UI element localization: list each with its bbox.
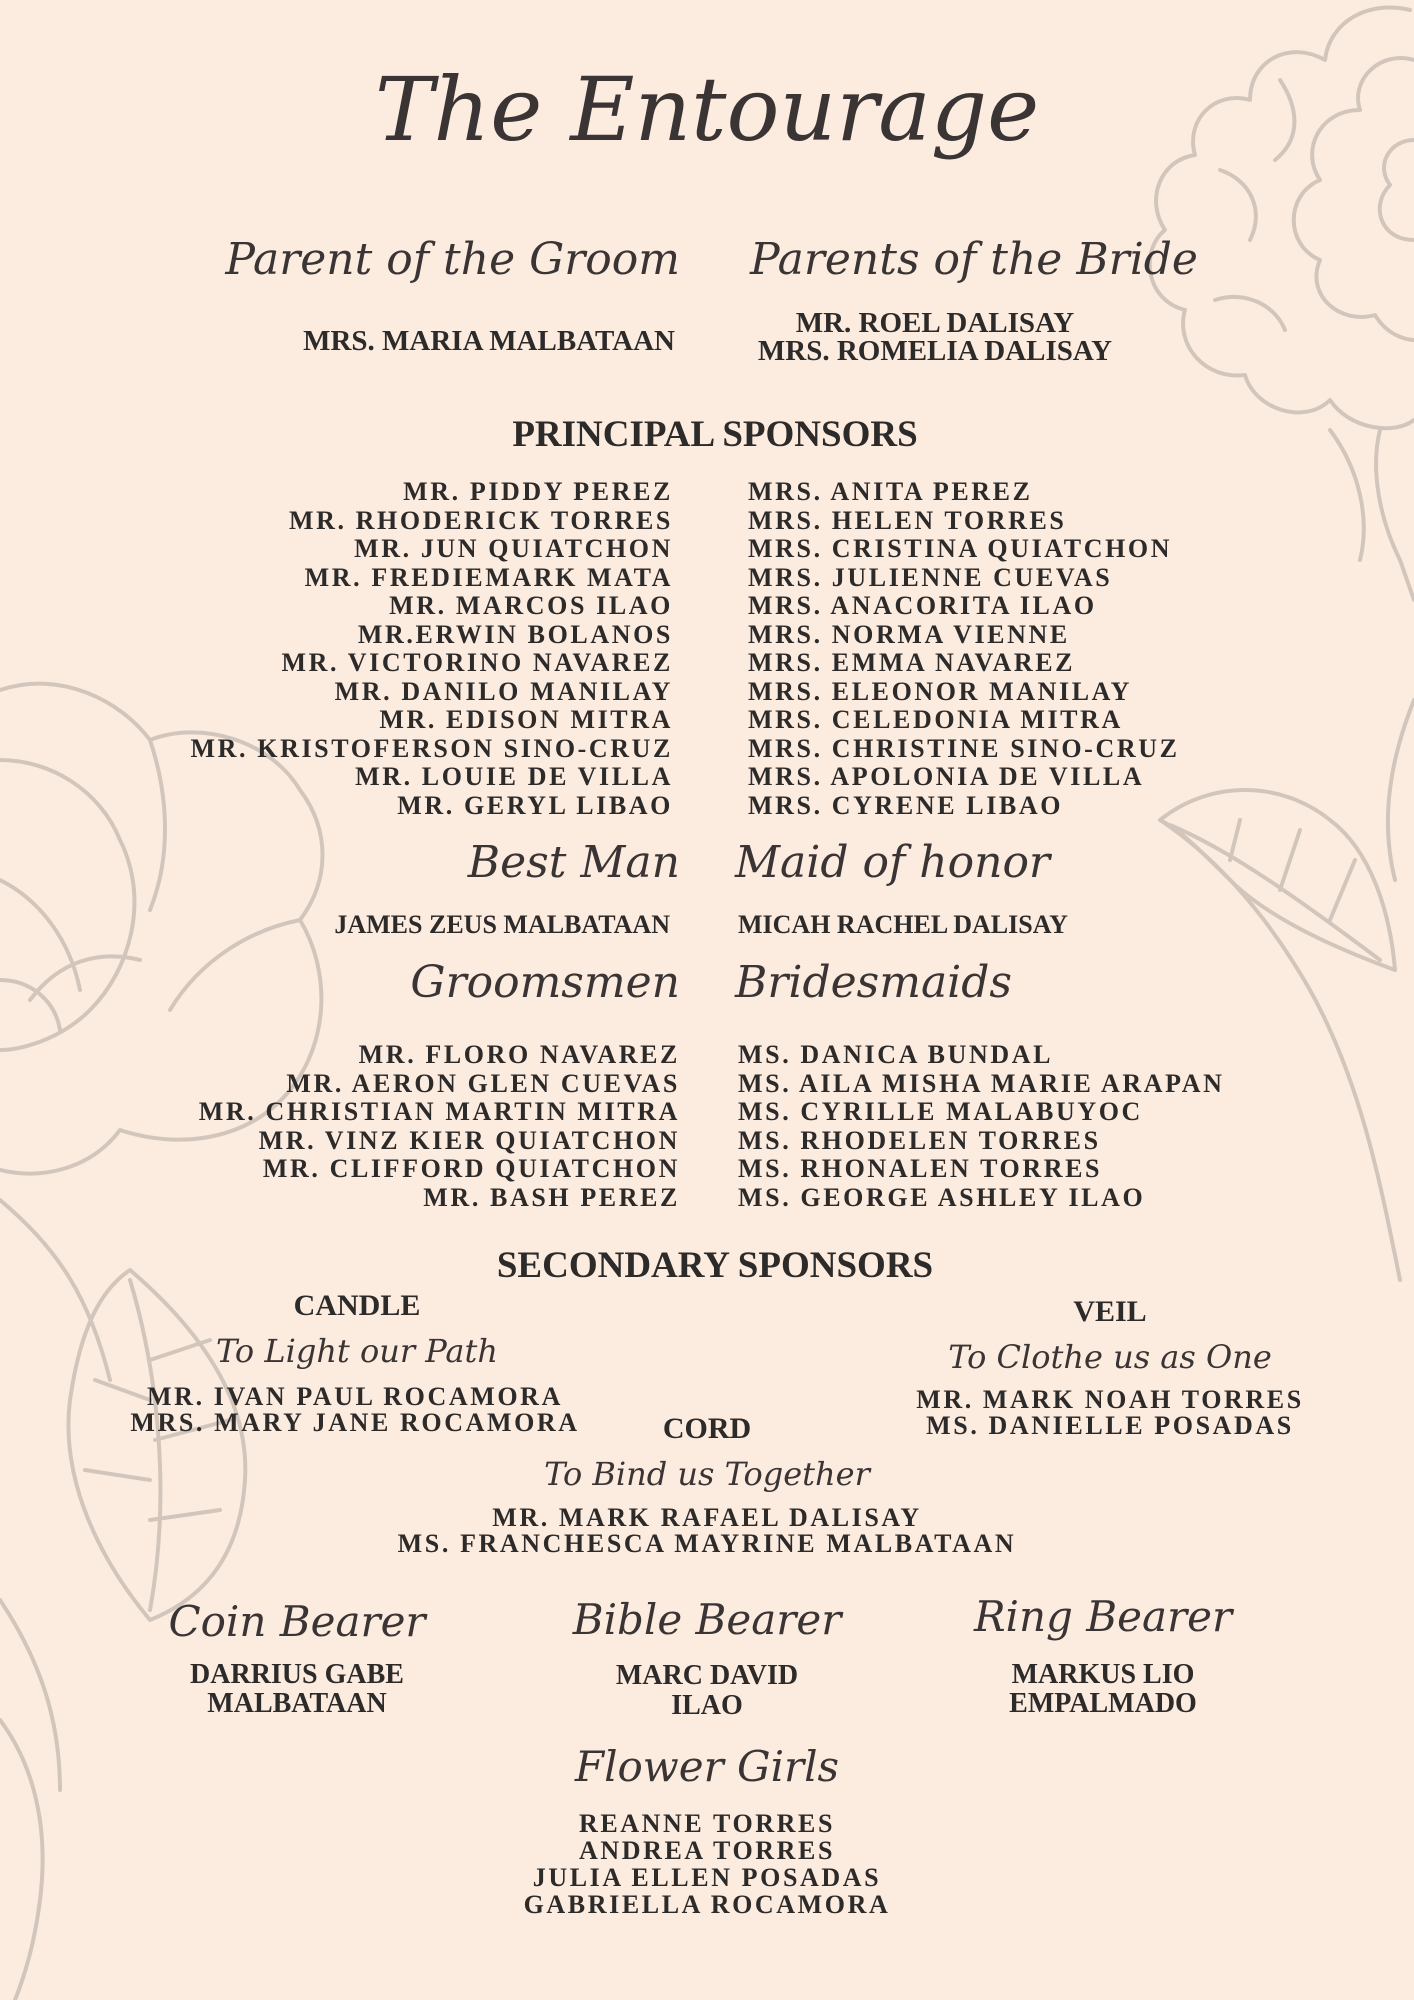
coin-bearer-names: [157, 1660, 437, 1718]
list-item: MALBATAAN: [207, 1688, 387, 1719]
list-item: MS. DANICA BUNDAL: [738, 1040, 1054, 1069]
bridesmaids-heading: Bridesmaids: [735, 957, 1012, 1008]
ring-bearer-heading: Ring Bearer: [973, 1592, 1233, 1641]
list-item: JULIA ELLEN POSADAS: [532, 1863, 882, 1892]
bride-parent-name: MR. ROEL DALISAY: [795, 307, 1075, 339]
list-item: MR. VINZ KIER QUIATCHON: [258, 1125, 680, 1155]
list-item: MS. FRANCHESCA MAYRINE MALBATAAN: [397, 1529, 1017, 1558]
principal-sponsors-women-list: [748, 478, 1388, 820]
best-man-name: JAMES ZEUS MALBATAAN: [334, 910, 670, 939]
list-item: MRS. APOLONIA DE VILLA: [748, 762, 1145, 791]
list-item: MS. RHODELEN TORRES: [738, 1125, 1101, 1155]
list-item: MR. IVAN PAUL ROCAMORA: [147, 1382, 563, 1411]
maid-of-honor-name: MICAH RACHEL DALISAY: [738, 910, 1068, 939]
list-item: DARRIUS GABE: [190, 1659, 404, 1690]
list-item: MR. AERON GLEN CUEVAS: [286, 1068, 680, 1098]
list-item: MS. CYRILLE MALABUYOC: [738, 1097, 1143, 1126]
list-item: MRS. NORMA VIENNE: [748, 619, 1070, 649]
list-item: MRS. CRISTINA QUIATCHON: [748, 534, 1173, 563]
groom-parents-names: [180, 326, 675, 356]
veil-tagline: To Clothe us as One: [948, 1338, 1272, 1376]
groom-parent-name: MRS. MARIA MALBATAAN: [303, 325, 675, 357]
list-item: MRS. ELEONOR MANILAY: [748, 676, 1133, 706]
cord-tagline: To Bind us Together: [544, 1455, 870, 1493]
list-item: MRS. EMMA NAVAREZ: [748, 648, 1076, 677]
groomsmen-heading: Groomsmen: [410, 957, 680, 1008]
list-item: MRS. CHRISTINE SINO-CRUZ: [748, 733, 1180, 763]
list-item: MRS. HELEN TORRES: [748, 505, 1067, 535]
list-item: MR. GERYL LIBAO: [397, 790, 673, 820]
list-item: MR. FLORO NAVAREZ: [358, 1040, 680, 1069]
list-item: MR. MARCOS ILAO: [389, 591, 673, 620]
list-item: MR. VICTORINO NAVAREZ: [281, 648, 673, 677]
page-title: The Entourage: [374, 58, 1040, 161]
bride-parents-names: [730, 309, 1140, 365]
list-item: MR. BASH PEREZ: [423, 1182, 680, 1212]
bride-parent-name: MRS. ROMELIA DALISAY: [757, 335, 1113, 367]
list-item: MR. EDISON MITRA: [379, 705, 673, 734]
list-item: MR. KRISTOFERSON SINO-CRUZ: [190, 733, 673, 763]
list-item: MRS. JULIENNE CUEVAS: [748, 562, 1113, 592]
flower-girls-heading: Flower Girls: [574, 1742, 840, 1791]
coin-bearer-heading: Coin Bearer: [168, 1597, 426, 1646]
candle-tagline: To Light our Path: [216, 1332, 498, 1370]
list-item: MARKUS LIO: [1011, 1659, 1195, 1690]
bible-bearer-names: [567, 1661, 847, 1721]
list-item: MARC DAVID: [615, 1660, 799, 1691]
groomsmen-list: [100, 1041, 680, 1212]
list-item: MR.ERWIN BOLANOS: [357, 619, 673, 649]
list-item: REANNE TORRES: [578, 1809, 836, 1838]
ring-bearer-names: [963, 1660, 1243, 1718]
list-item: MR. MARK NOAH TORRES: [916, 1385, 1304, 1414]
list-item: MR. RHODERICK TORRES: [288, 505, 673, 535]
list-item: MS. RHONALEN TORRES: [738, 1154, 1103, 1183]
bridesmaids-list: [738, 1041, 1378, 1212]
list-item: EMPALMADO: [1009, 1688, 1197, 1719]
list-item: MR. CLIFFORD QUIATCHON: [262, 1154, 680, 1183]
bride-parents-heading: Parents of the Bride: [750, 234, 1198, 285]
flower-girls-list: [457, 1810, 957, 1918]
groom-parents-heading: Parent of the Groom: [225, 234, 680, 285]
list-item: MR. FREDIEMARK MATA: [304, 562, 673, 592]
list-item: MRS. CYRENE LIBAO: [748, 790, 1064, 820]
list-item: MR. MARK RAFAEL DALISAY: [492, 1503, 922, 1532]
list-item: MRS. CELEDONIA MITRA: [748, 705, 1123, 734]
best-man-heading: Best Man: [467, 837, 680, 888]
principal-sponsors-heading: PRINCIPAL SPONSORS: [512, 414, 918, 455]
candle-heading: CANDLE: [293, 1289, 421, 1322]
list-item: MR. JUN QUIATCHON: [354, 534, 673, 563]
candle-names: [90, 1384, 620, 1436]
list-item: MR. PIDDY PEREZ: [403, 477, 673, 506]
list-item: MS. AILA MISHA MARIE ARAPAN: [738, 1068, 1225, 1098]
list-item: MS. GEORGE ASHLEY ILAO: [738, 1182, 1146, 1212]
veil-heading: VEIL: [1073, 1295, 1147, 1328]
list-item: MR. DANILO MANILAY: [334, 676, 673, 706]
list-item: ANDREA TORRES: [578, 1836, 836, 1865]
list-item: MRS. ANACORITA ILAO: [748, 591, 1097, 620]
bible-bearer-heading: Bible Bearer: [572, 1595, 842, 1644]
list-item: MRS. ANITA PEREZ: [748, 477, 1033, 506]
list-item: MR. CHRISTIAN MARTIN MITRA: [198, 1097, 680, 1126]
list-item: ILAO: [671, 1690, 743, 1721]
list-item: MR. LOUIE DE VILLA: [355, 762, 673, 791]
maid-of-honor-heading: Maid of honor: [735, 837, 1050, 888]
list-item: MRS. MARY JANE ROCAMORA: [130, 1408, 580, 1437]
cord-names: [357, 1505, 1057, 1557]
list-item: MS. DANIELLE POSADAS: [926, 1411, 1294, 1440]
principal-sponsors-men-list: [40, 478, 673, 820]
cord-heading: CORD: [662, 1412, 752, 1445]
secondary-sponsors-heading: SECONDARY SPONSORS: [496, 1245, 934, 1286]
veil-names: [860, 1387, 1360, 1439]
list-item: GABRIELLA ROCAMORA: [523, 1890, 891, 1919]
